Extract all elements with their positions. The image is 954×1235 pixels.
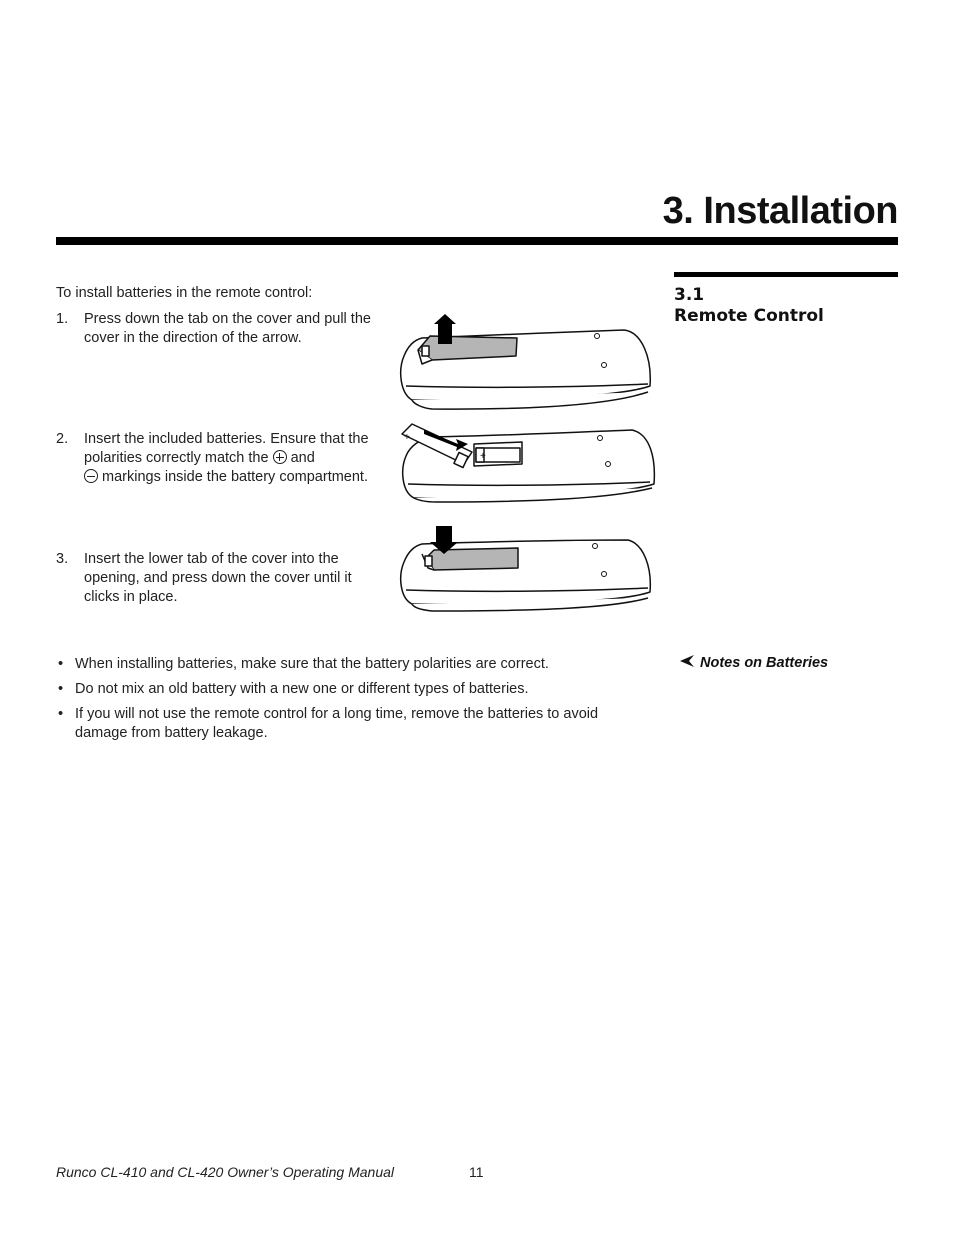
minus-polarity-icon [84, 469, 98, 483]
step-text-part2: markings inside the battery compartment. [102, 469, 368, 485]
bullet-glyph: • [58, 656, 64, 672]
chapter-rule [56, 237, 898, 245]
list-item-text: If you will not use the remote control for a long time, remove the batteries to avoid damage from battery leakage. [75, 706, 599, 741]
remote-cover-removal-illustration [392, 308, 657, 418]
bullet-glyph: • [58, 681, 64, 697]
step-text-and: and [290, 450, 315, 466]
battery-plus-label: + [480, 451, 486, 462]
list-item-text: Do not mix an old battery with a new one or different types of batteries. [75, 681, 529, 697]
notes-heading [680, 655, 828, 671]
section-title: Remote Control [674, 306, 824, 326]
list-item [56, 655, 636, 674]
battery-plus-label: + [404, 432, 410, 443]
list-item-text: When installing batteries, make sure that the battery polarities are correct. [75, 656, 549, 672]
step-text: Press down the tab on the cover and pull the cover in the direction of the arrow. [84, 311, 371, 346]
page-number: 11 [469, 1164, 484, 1180]
step-text [84, 430, 374, 487]
chapter-title: 3. Installation [662, 190, 898, 232]
step-number: 2. [56, 431, 69, 447]
section-number: 3.1 [674, 285, 705, 305]
section-rule [674, 272, 898, 277]
bullet-glyph: • [58, 706, 64, 722]
list-item [56, 705, 636, 742]
step-number: 3. [56, 551, 69, 567]
plus-polarity-icon [273, 450, 287, 464]
step-number: 1. [56, 311, 69, 327]
battery-notes-list [56, 655, 636, 749]
list-item [56, 680, 636, 699]
footer-manual-title: Runco CL-410 and CL-420 Owner’s Operating Manual [56, 1164, 395, 1180]
step-text-part1: Insert the included batteries. Ensure that the polarities correctly match the [84, 431, 369, 466]
intro-text: To install batteries in the remote control: [56, 285, 313, 301]
arrow-left-icon [680, 655, 694, 671]
step-text: Insert the lower tab of the cover into the opening, and press down the cover until it clicks in place. [84, 551, 352, 605]
remote-cover-replace-illustration [392, 520, 657, 612]
notes-heading-text: Notes on Batteries [700, 655, 829, 671]
battery-insertion-illustration [392, 412, 660, 507]
